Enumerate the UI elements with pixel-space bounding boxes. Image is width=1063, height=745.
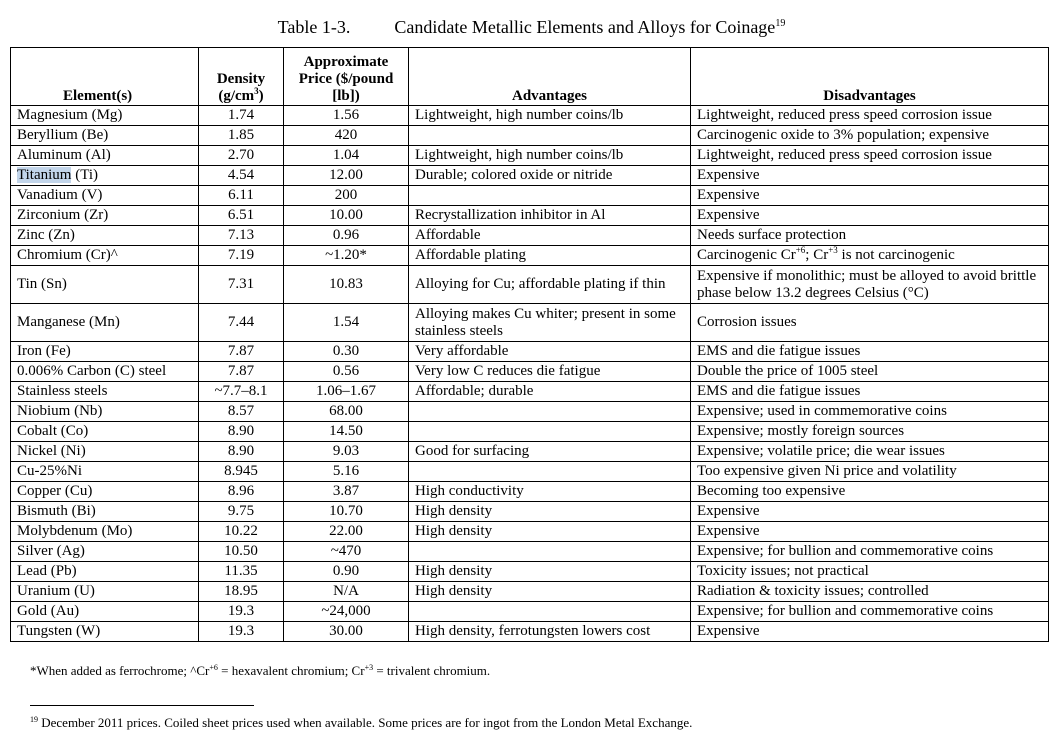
- price-cell: 1.56: [284, 106, 409, 126]
- density-cell: 10.50: [199, 542, 284, 562]
- element-cell: Gold (Au): [11, 602, 199, 622]
- density-cell: 7.13: [199, 226, 284, 246]
- selected-text[interactable]: Titanium: [17, 167, 72, 183]
- table-row: [11, 186, 1049, 206]
- footnote-text: December 2011 prices. Coiled sheet prices used when available. Some prices are for ingot from the London Metal Exchange.: [38, 715, 693, 730]
- price-cell: ~1.20*: [284, 246, 409, 266]
- advantages-cell: [409, 602, 691, 622]
- advantages-cell: [409, 126, 691, 146]
- footnote-number: 19: [30, 715, 38, 724]
- table-row: [11, 442, 1049, 462]
- price-cell: 420: [284, 126, 409, 146]
- advantages-cell: High density: [409, 582, 691, 602]
- density-cell: 7.44: [199, 304, 284, 342]
- advantages-cell: Very low C reduces die fatigue: [409, 362, 691, 382]
- density-cell: ~7.7–8.1: [199, 382, 284, 402]
- element-cell: Chromium (Cr)^: [11, 246, 199, 266]
- price-cell: 12.00: [284, 166, 409, 186]
- density-cell: 8.96: [199, 482, 284, 502]
- disadvantages-cell: Expensive; for bullion and commemorative coins: [691, 602, 1049, 622]
- element-cell: Lead (Pb): [11, 562, 199, 582]
- element-cell: Zinc (Zn): [11, 226, 199, 246]
- element-cell: Nickel (Ni): [11, 442, 199, 462]
- table-row: [11, 146, 1049, 166]
- disadvantages-cell: Radiation & toxicity issues; controlled: [691, 582, 1049, 602]
- element-cell: Cu-25%Ni: [11, 462, 199, 482]
- header-price: Approximate Price ($/pound [lb]): [284, 48, 409, 106]
- element-cell: Uranium (U): [11, 582, 199, 602]
- disadvantages-cell: Corrosion issues: [691, 304, 1049, 342]
- element-cell: Magnesium (Mg): [11, 106, 199, 126]
- table-title: Candidate Metallic Elements and Alloys for Coinage: [394, 17, 776, 37]
- table-row: [11, 582, 1049, 602]
- advantages-cell: [409, 462, 691, 482]
- table-row: [11, 402, 1049, 422]
- table-row: [11, 622, 1049, 642]
- price-cell: 30.00: [284, 622, 409, 642]
- density-cell: 19.3: [199, 622, 284, 642]
- advantages-cell: Lightweight, high number coins/lb: [409, 146, 691, 166]
- disadvantages-cell: Expensive: [691, 522, 1049, 542]
- advantages-cell: Alloying for Cu; affordable plating if thin: [409, 266, 691, 304]
- element-cell: Zirconium (Zr): [11, 206, 199, 226]
- table-row: [11, 246, 1049, 266]
- table-row: [11, 422, 1049, 442]
- price-cell: N/A: [284, 582, 409, 602]
- disadvantages-cell: Needs surface protection: [691, 226, 1049, 246]
- density-cell: 19.3: [199, 602, 284, 622]
- disadvantages-cell: Lightweight, reduced press speed corrosion issue: [691, 106, 1049, 126]
- disadvantages-cell: Expensive: [691, 502, 1049, 522]
- disadvantages-cell: Becoming too expensive: [691, 482, 1049, 502]
- density-cell: 7.87: [199, 342, 284, 362]
- element-cell: Aluminum (Al): [11, 146, 199, 166]
- advantages-cell: Durable; colored oxide or nitride: [409, 166, 691, 186]
- element-cell: Cobalt (Co): [11, 422, 199, 442]
- price-cell: 0.30: [284, 342, 409, 362]
- price-cell: 0.96: [284, 226, 409, 246]
- table-row: [11, 166, 1049, 186]
- table-row: [11, 266, 1049, 304]
- advantages-cell: Alloying makes Cu whiter; present in some stainless steels: [409, 304, 691, 342]
- table-row: [11, 542, 1049, 562]
- element-cell: Vanadium (V): [11, 186, 199, 206]
- disadvantages-cell: Lightweight, reduced press speed corrosion issue: [691, 146, 1049, 166]
- price-cell: 0.90: [284, 562, 409, 582]
- table-number: Table 1-3.: [277, 17, 351, 37]
- disadvantages-cell: Expensive if monolithic; must be alloyed to avoid brittle phase below 13.2 degrees Celsius (°C): [691, 266, 1049, 304]
- density-cell: 7.31: [199, 266, 284, 304]
- density-cell: 8.90: [199, 422, 284, 442]
- advantages-cell: High density: [409, 502, 691, 522]
- disadvantages-cell: Expensive; mostly foreign sources: [691, 422, 1049, 442]
- header-row: [11, 48, 1049, 106]
- disadvantages-cell: EMS and die fatigue issues: [691, 342, 1049, 362]
- advantages-cell: Good for surfacing: [409, 442, 691, 462]
- price-cell: 9.03: [284, 442, 409, 462]
- advantages-cell: [409, 402, 691, 422]
- advantages-cell: High conductivity: [409, 482, 691, 502]
- element-cell: Manganese (Mn): [11, 304, 199, 342]
- element-cell: Silver (Ag): [11, 542, 199, 562]
- header-density: Density $(g/cm^3)$: [199, 48, 284, 106]
- density-cell: 1.85: [199, 126, 284, 146]
- price-cell: 14.50: [284, 422, 409, 442]
- advantages-cell: High density, ferrotungsten lowers cost: [409, 622, 691, 642]
- coinage-materials-table: [10, 47, 1049, 642]
- header-disadvantages: Disadvantages: [691, 48, 1049, 106]
- advantages-cell: Very affordable: [409, 342, 691, 362]
- table-row: [11, 602, 1049, 622]
- price-cell: 10.83: [284, 266, 409, 304]
- advantages-cell: High density: [409, 522, 691, 542]
- element-cell: Beryllium (Be): [11, 126, 199, 146]
- price-cell: 200: [284, 186, 409, 206]
- disadvantages-cell: Expensive; for bullion and commemorative coins: [691, 542, 1049, 562]
- header-advantages: Advantages: [409, 48, 691, 106]
- table-row: [11, 522, 1049, 542]
- price-cell: 5.16: [284, 462, 409, 482]
- disadvantages-cell: Expensive: [691, 186, 1049, 206]
- advantages-cell: Lightweight, high number coins/lb: [409, 106, 691, 126]
- density-cell: 8.90: [199, 442, 284, 462]
- disadvantages-cell: Carcinogenic $Cr^{+6}$; $Cr^{+3}$ is not carcinogenic: [691, 246, 1049, 266]
- table-row: [11, 342, 1049, 362]
- footnote-reference[interactable]: 19: [775, 18, 786, 29]
- table-row: [11, 462, 1049, 482]
- advantages-cell: [409, 542, 691, 562]
- table-row: [11, 482, 1049, 502]
- disadvantages-cell: Expensive; used in commemorative coins: [691, 402, 1049, 422]
- table-row: [11, 304, 1049, 342]
- disadvantages-cell: Double the price of 1005 steel: [691, 362, 1049, 382]
- element-cell: Stainless steels: [11, 382, 199, 402]
- density-cell: 8.57: [199, 402, 284, 422]
- price-cell: 3.87: [284, 482, 409, 502]
- table-row: [11, 502, 1049, 522]
- density-cell: 7.87: [199, 362, 284, 382]
- price-cell: 1.04: [284, 146, 409, 166]
- density-cell: 6.51: [199, 206, 284, 226]
- disadvantages-cell: Expensive: [691, 206, 1049, 226]
- table-row: [11, 106, 1049, 126]
- price-cell: ~470: [284, 542, 409, 562]
- disadvantages-cell: Carcinogenic oxide to 3% population; expensive: [691, 126, 1049, 146]
- price-cell: 68.00: [284, 402, 409, 422]
- density-cell: 8.945: [199, 462, 284, 482]
- density-cell: 7.19: [199, 246, 284, 266]
- table-note: *When added as ferrochrome; $\^{}Cr^{+6}$ = hexavalent chromium; $Cr^{+3}$ = trivalent chromium.: [30, 663, 491, 678]
- price-cell: 0.56: [284, 362, 409, 382]
- density-cell: 1.74: [199, 106, 284, 126]
- advantages-cell: Affordable; durable: [409, 382, 691, 402]
- disadvantages-cell: Expensive: [691, 622, 1049, 642]
- table-row: [11, 206, 1049, 226]
- advantages-cell: Affordable: [409, 226, 691, 246]
- price-cell: 10.70: [284, 502, 409, 522]
- price-cell: 10.00: [284, 206, 409, 226]
- density-cell: 6.11: [199, 186, 284, 206]
- density-cell: 18.95: [199, 582, 284, 602]
- element-cell: Titanium (Ti): [11, 166, 199, 186]
- density-cell: 11.35: [199, 562, 284, 582]
- element-cell: Iron (Fe): [11, 342, 199, 362]
- element-cell: Bismuth (Bi): [11, 502, 199, 522]
- disadvantages-cell: Expensive; volatile price; die wear issues: [691, 442, 1049, 462]
- advantages-cell: Affordable plating: [409, 246, 691, 266]
- price-cell: 22.00: [284, 522, 409, 542]
- density-cell: 4.54: [199, 166, 284, 186]
- advantages-cell: High density: [409, 562, 691, 582]
- price-cell: 1.54: [284, 304, 409, 342]
- table-row: [11, 562, 1049, 582]
- footnote-divider: [30, 705, 254, 706]
- density-cell: 2.70: [199, 146, 284, 166]
- table-caption: [0, 16, 1063, 38]
- price-cell: ~24,000: [284, 602, 409, 622]
- advantages-cell: Recrystallization inhibitor in Al: [409, 206, 691, 226]
- table-row: [11, 126, 1049, 146]
- price-cell: 1.06–1.67: [284, 382, 409, 402]
- element-cell: Molybdenum (Mo): [11, 522, 199, 542]
- disadvantages-cell: EMS and die fatigue issues: [691, 382, 1049, 402]
- element-cell: Tin (Sn): [11, 266, 199, 304]
- disadvantages-cell: Too expensive given Ni price and volatility: [691, 462, 1049, 482]
- element-cell: Tungsten (W): [11, 622, 199, 642]
- table-row: [11, 226, 1049, 246]
- advantages-cell: [409, 186, 691, 206]
- element-cell: 0.006% Carbon (C) steel: [11, 362, 199, 382]
- element-cell: Copper (Cu): [11, 482, 199, 502]
- disadvantages-cell: Toxicity issues; not practical: [691, 562, 1049, 582]
- table-row: [11, 362, 1049, 382]
- advantages-cell: [409, 422, 691, 442]
- header-element: Element(s): [11, 48, 199, 106]
- density-cell: 9.75: [199, 502, 284, 522]
- density-cell: 10.22: [199, 522, 284, 542]
- element-cell: Niobium (Nb): [11, 402, 199, 422]
- footnote: [30, 715, 692, 730]
- disadvantages-cell: Expensive: [691, 166, 1049, 186]
- table-row: [11, 382, 1049, 402]
